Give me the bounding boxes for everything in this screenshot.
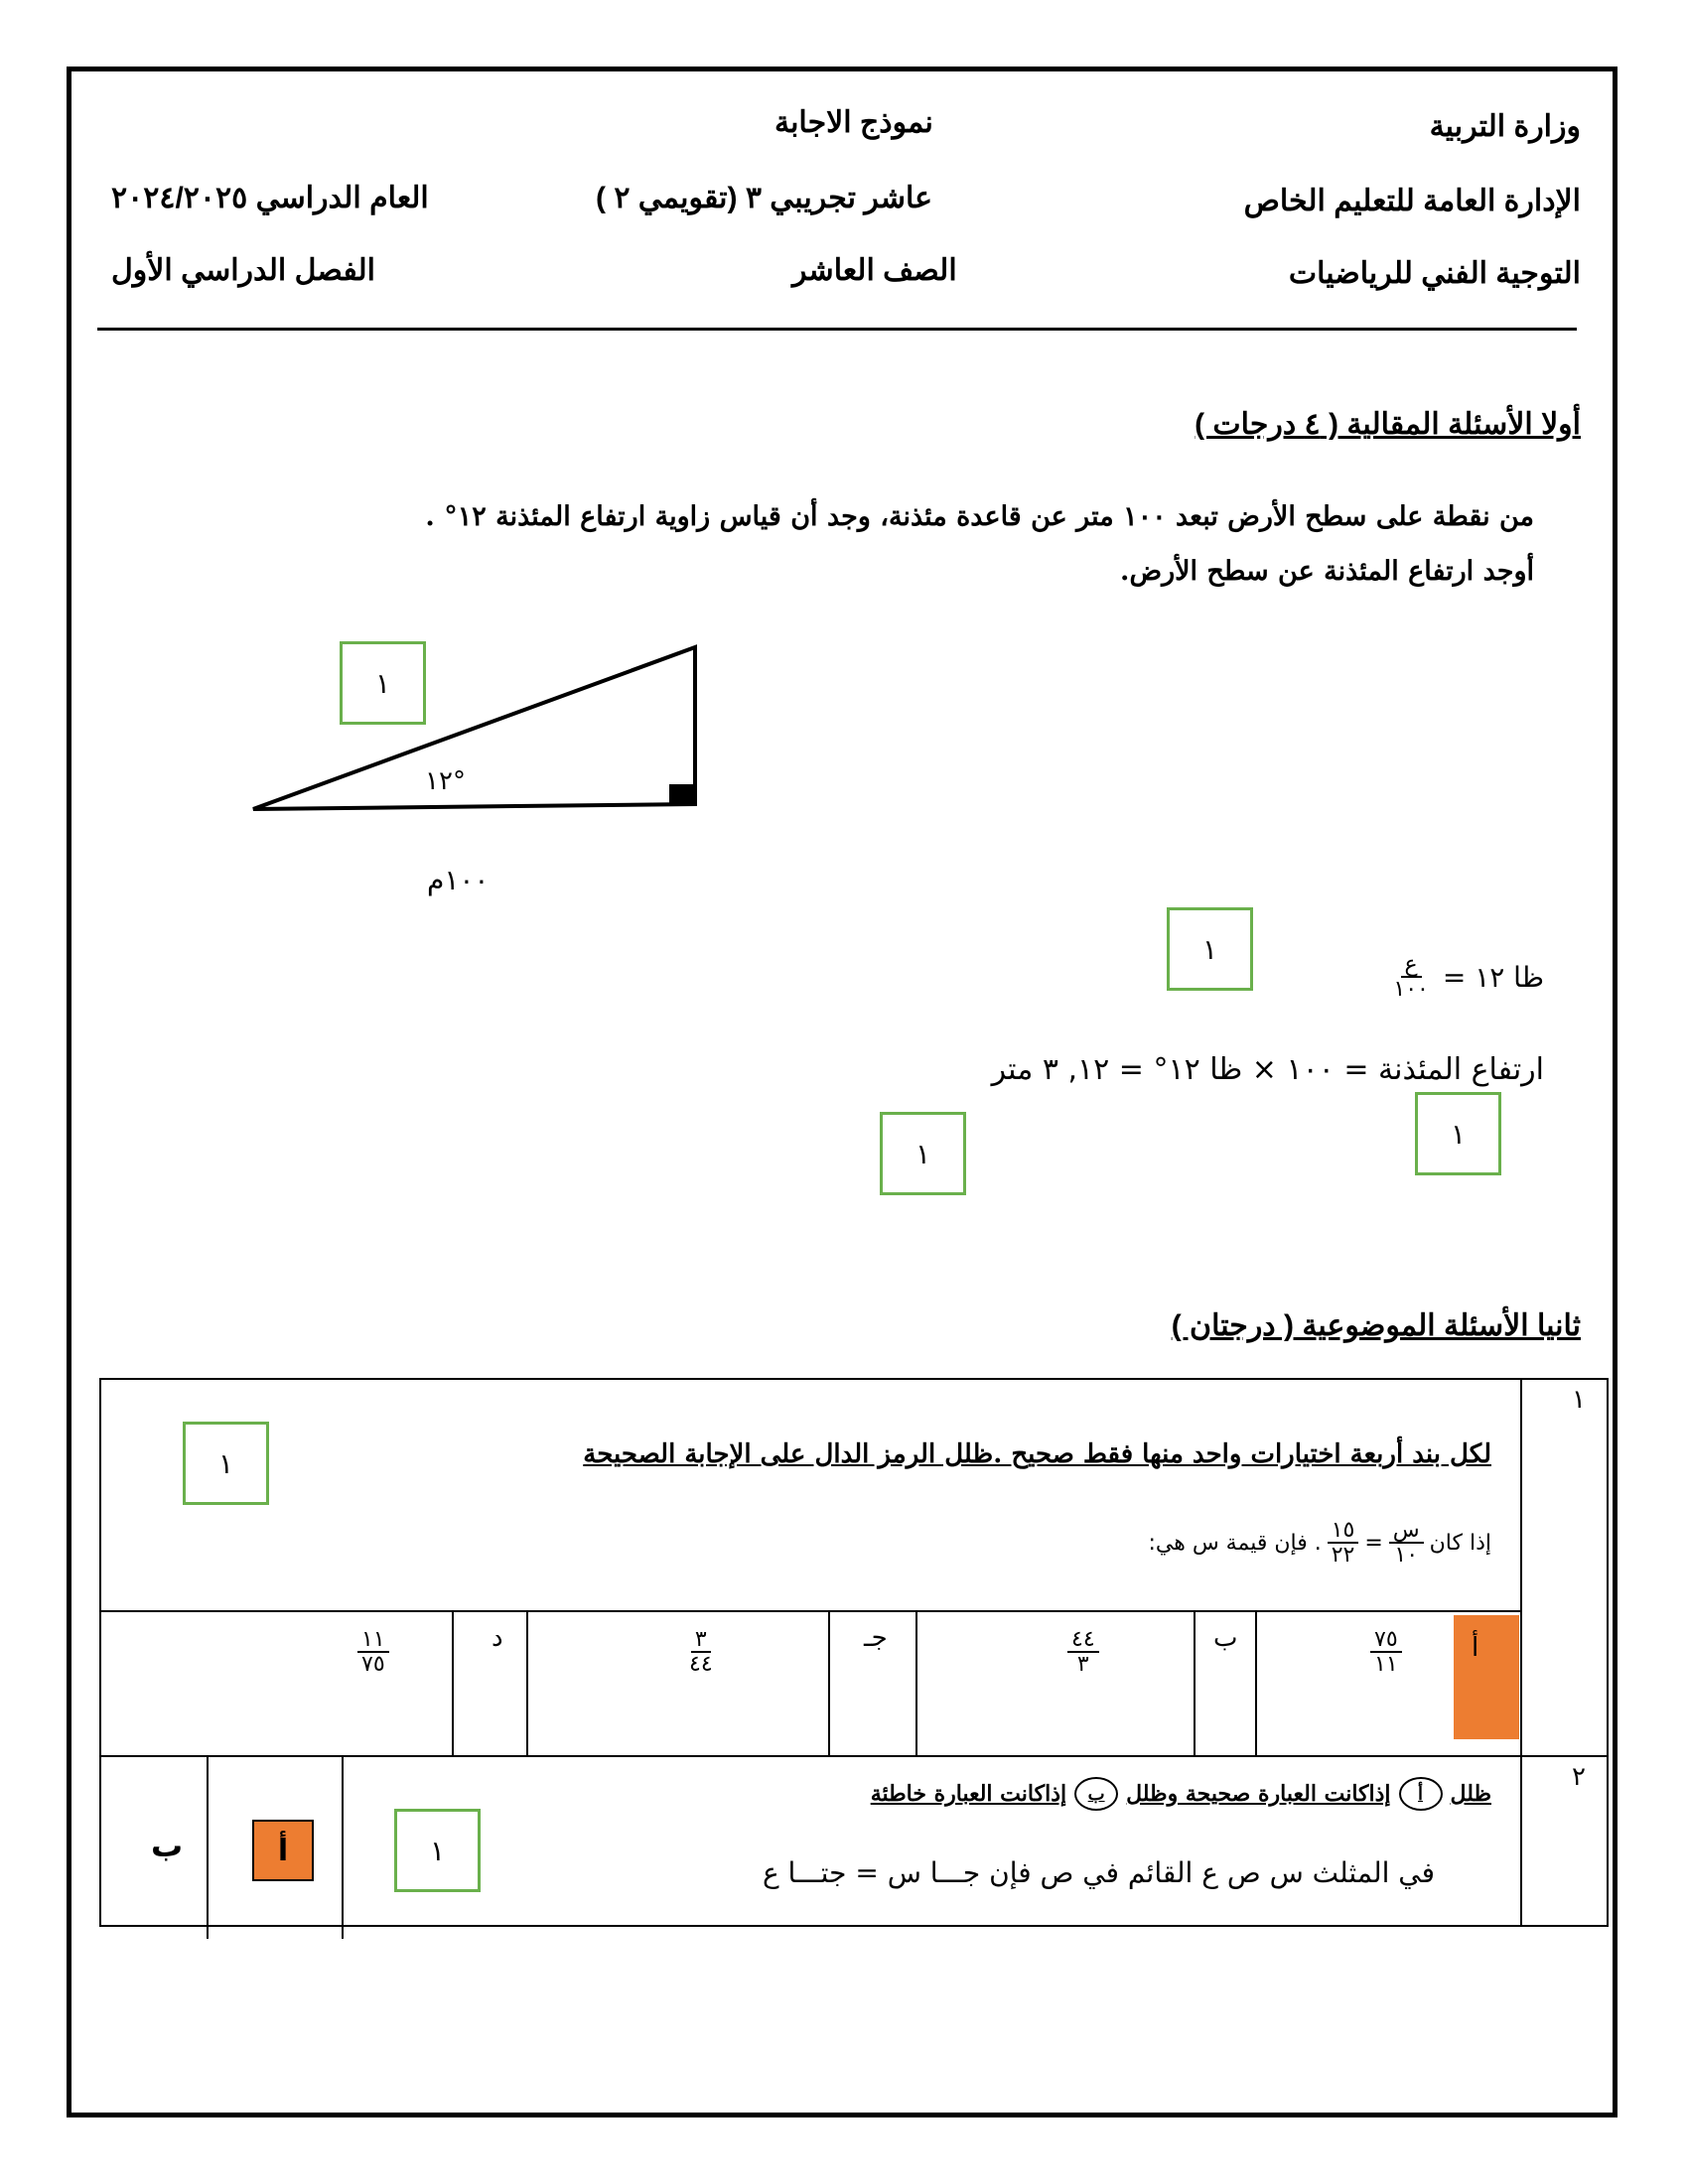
option-fraction (1067, 1628, 1099, 1676)
question-number: ١ (1572, 1385, 1586, 1415)
right-angle-marker (669, 784, 693, 806)
cell-divider (915, 1610, 917, 1755)
triangle-base-label: ١٠٠م (427, 864, 490, 896)
cell-divider (452, 1610, 454, 1755)
fraction-numerator: ع (1401, 953, 1422, 978)
q1-instruction: لكل بند أربعة اختيارات واحد منها فقط صحيح .ظلل الرمز الدال على الإجابة الصحيحة (583, 1439, 1491, 1469)
answer-column-divider (207, 1755, 209, 1939)
fraction-denominator: ١١ (1374, 1652, 1398, 1678)
q1-stem-fraction-x (1389, 1519, 1424, 1567)
option-c-value (685, 1628, 717, 1676)
option-fraction (357, 1628, 389, 1676)
fraction-denominator: ٢٢ (1331, 1543, 1355, 1569)
option-label[interactable]: د (492, 1623, 503, 1653)
equation-1-left: ظا ١٢ = (1442, 960, 1544, 994)
answer-b-option[interactable]: ب (151, 1827, 184, 1864)
section2-title: ثانيا الأسئلة الموضوعية ( درجتان ) (1171, 1309, 1581, 1342)
fraction-numerator: ٤٤ (1067, 1628, 1099, 1653)
fraction-numerator: س (1389, 1519, 1424, 1544)
circle-b-icon: ب (1074, 1777, 1118, 1811)
option-label[interactable]: جـ (864, 1623, 888, 1653)
q2-instruction-part1: ظلل (1450, 1781, 1491, 1807)
fraction-numerator: ١١ (357, 1628, 389, 1653)
q1-stem-suffix: . فإن قيمة س هي: (1148, 1530, 1322, 1556)
q2-instruction-part3: إذاكانت العبارة خاطئة (870, 1781, 1067, 1807)
exam-label: عاشر تجريبي ٣ (تقويمي ٢ ) (596, 182, 933, 214)
q1-stem (1148, 1519, 1491, 1567)
mark-box: ١ (880, 1112, 966, 1195)
mark-box: ١ (340, 641, 426, 725)
option-fraction (685, 1628, 717, 1676)
fraction-denominator: ١٠ (1394, 1543, 1419, 1569)
cell-divider (526, 1610, 528, 1755)
semester-label: الفصل الدراسي الأول (111, 254, 375, 287)
answer-model-title: نموذج الاجابة (774, 106, 933, 139)
ministry-label: وزارة التربية (1429, 110, 1581, 143)
equation-1 (1389, 953, 1544, 1001)
row-divider (99, 1755, 1609, 1757)
option-label: أ (1472, 1633, 1479, 1663)
header-divider (97, 328, 1577, 331)
option-d-value (357, 1628, 389, 1676)
triangle-shape (253, 647, 695, 809)
right-triangle-diagram (248, 635, 705, 834)
cell-divider (1255, 1610, 1257, 1755)
option-label[interactable]: ب (1213, 1623, 1238, 1653)
q2-instruction (871, 1777, 1491, 1811)
answer-a-shaded[interactable]: أ (252, 1820, 314, 1881)
supervision-label: التوجية الفني للرياضيات (1288, 257, 1581, 290)
fraction-numerator: ١٥ (1328, 1519, 1359, 1544)
options-row-divider (99, 1610, 1520, 1612)
q2-statement: في المثلث س ص ع القائم في ص فإن جـــا س = جتـــا ع (762, 1856, 1435, 1889)
answer-column-divider (342, 1755, 344, 1939)
department-label: الإدارة العامة للتعليم الخاص (1243, 185, 1581, 217)
triangle-angle-label: °١٢ (425, 766, 466, 796)
q2-instruction-part2: إذاكانت العبارة صحيحة وظلل (1126, 1781, 1391, 1807)
grade-label: الصف العاشر (792, 254, 957, 287)
question1-line1: من نقطة على سطح الأرض تبعد ١٠٠ متر عن قاعدة مئذنة، وجد أن قياس زاوية ارتفاع المئذنة ١٢° . (425, 501, 1534, 532)
fraction-numerator: ٧٥ (1370, 1628, 1402, 1653)
circle-a-icon: أ (1399, 1777, 1443, 1811)
q1-stem-prefix: إذا كان (1429, 1530, 1491, 1556)
equation-1-fraction (1389, 953, 1432, 1001)
q1-stem-fraction-given (1328, 1519, 1359, 1567)
fraction-numerator: ٣ (691, 1628, 711, 1653)
question-number: ٢ (1572, 1762, 1586, 1792)
option-a-value (1370, 1628, 1402, 1676)
mark-box: ١ (183, 1422, 269, 1505)
mark-box: ١ (394, 1809, 481, 1892)
cell-divider (1194, 1610, 1196, 1755)
fraction-denominator: ٣ (1076, 1652, 1089, 1678)
question1-line2: أوجد ارتفاع المئذنة عن سطح الأرض. (1120, 556, 1534, 587)
fraction-denominator: ٧٥ (361, 1652, 385, 1678)
school-year: العام الدراسي ٢٠٢٤/٢٠٢٥ (111, 182, 429, 214)
option-a-shaded[interactable] (1454, 1615, 1519, 1739)
mark-box: ١ (1415, 1092, 1501, 1175)
option-b-value (1067, 1628, 1099, 1676)
option-fraction (1370, 1628, 1402, 1676)
cell-divider (828, 1610, 830, 1755)
mark-box: ١ (1167, 907, 1253, 991)
q1-stem-equals: = (1364, 1530, 1383, 1556)
fraction-denominator: ٤٤ (689, 1652, 713, 1678)
number-column-divider (1520, 1378, 1522, 1927)
equation-2: ارتفاع المئذنة = ١٠٠ × ظا ١٢° = ١٢, ٣ متر (991, 1052, 1544, 1087)
section1-title: أولا الأسئلة المقالية ( ٤ درجات ) (1195, 408, 1581, 441)
fraction-denominator: ١٠٠ (1393, 977, 1429, 1003)
